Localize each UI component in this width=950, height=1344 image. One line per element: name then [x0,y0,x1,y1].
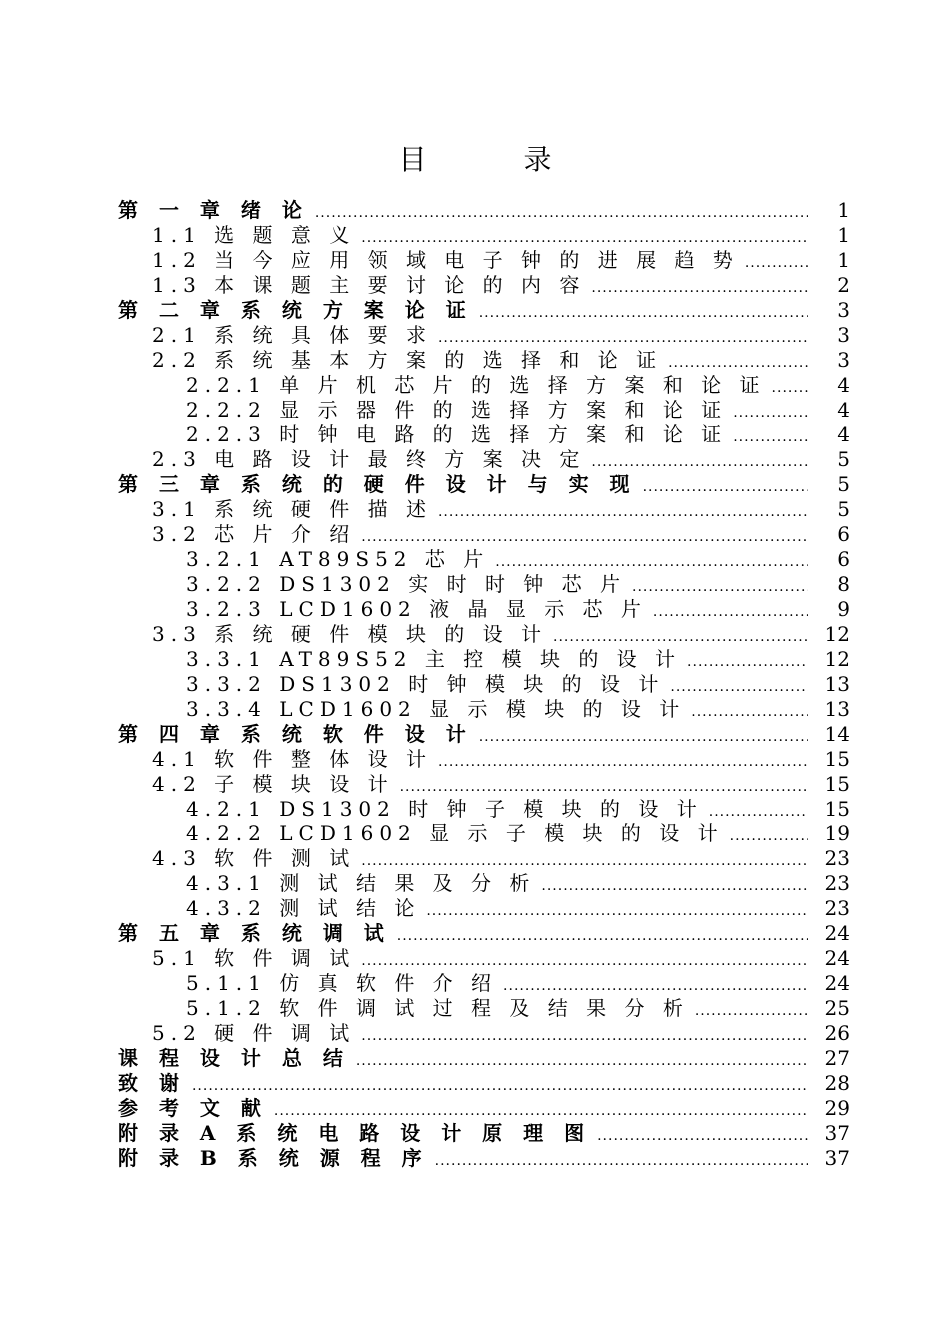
toc-entry [118,622,850,647]
toc-leader-dots [426,899,808,924]
toc-entry-page: 4 [837,422,850,447]
toc-entry-page: 12 [824,646,850,671]
toc-entry-label: 2.3 电 路 设 计 最 终 方 案 决 定 [152,447,586,472]
toc-entry [118,597,850,622]
toc-leader-dots [356,1049,808,1074]
toc-entry-page: 23 [824,846,850,871]
toc-entry [118,821,850,846]
toc-entry-label: 2.2 系 统 基 本 方 案 的 选 择 和 论 证 [152,347,663,372]
toc-entry [118,871,850,896]
toc-entry-label: 附 录 A 系 统 电 路 设 计 原 理 图 [118,1120,592,1145]
toc-entry [118,747,850,772]
toc-entry-page: 24 [824,921,850,946]
toc-entry [118,1071,850,1096]
toc-entry [118,398,850,423]
toc-leader-dots [632,575,808,600]
toc-entry-page: 3 [837,297,850,322]
toc-entry-label: 第 二 章 系 统 方 案 论 证 [118,297,473,322]
toc-entry-label: 3.2 芯 片 介 绍 [152,522,356,547]
toc-entry-label: 5.2 硬 件 调 试 [152,1020,356,1045]
toc-entry [118,547,850,572]
toc-entry [118,996,850,1021]
toc-entry [118,1021,850,1046]
toc-entry-page: 23 [824,896,850,921]
toc-entry [118,1121,850,1146]
toc-entry [118,946,850,971]
toc-leader-dots [438,750,808,775]
toc-entry-page: 6 [837,547,850,572]
toc-entry-label: 3.3.1 AT89S52 主 控 模 块 的 设 计 [186,646,682,671]
toc-title: 目 录 [398,143,596,176]
toc-entry-page: 13 [824,671,850,696]
toc-entry [118,373,850,398]
toc-leader-dots [597,1124,808,1149]
toc-entry-page: 26 [824,1020,850,1045]
toc-entry-label: 第 一 章 绪 论 [118,198,309,222]
toc-entry-page: 1 [837,198,850,222]
toc-leader-dots [541,874,808,899]
toc-entry-label: 4.3.1 测 试 结 果 及 分 析 [186,871,536,896]
toc-entry-page: 37 [824,1145,850,1170]
toc-leader-dots [397,924,808,949]
toc-entry-page: 15 [824,771,850,796]
toc-entry-page: 6 [837,522,850,547]
toc-entry-page: 4 [837,372,850,397]
toc-entry-label: 3.3 系 统 硬 件 模 块 的 设 计 [152,621,548,646]
toc-entry-page: 15 [824,796,850,821]
toc-entry-page: 5 [837,472,850,497]
toc-entry-page: 27 [824,1045,850,1070]
toc-entry [118,722,850,747]
toc-entry [118,647,850,672]
toc-entry-label: 4.3.2 测 试 结 论 [186,896,421,921]
toc-entry [118,797,850,822]
toc-entry [118,846,850,871]
toc-entry-page: 8 [837,572,850,597]
toc-leader-dots [438,500,808,525]
toc-leader-dots [479,725,808,750]
toc-leader-dots [709,800,808,825]
toc-entry [118,298,850,323]
toc-entry-label: 3.2.1 AT89S52 芯 片 [186,547,490,572]
toc-entry [118,522,850,547]
toc-entry-label: 3.3.2 DS1302 时 钟 模 块 的 设 计 [186,671,665,696]
toc-entry-page: 24 [824,971,850,996]
toc-entry-page: 29 [824,1095,850,1120]
toc-entry [118,1146,850,1171]
toc-entry-label: 附 录 B 系 统 源 程 序 [118,1145,429,1170]
toc-entry-label: 第 五 章 系 统 调 试 [118,921,391,946]
toc-entry-page: 25 [824,996,850,1020]
toc-entry [118,273,850,298]
toc-entry [118,772,850,797]
toc-entry-page: 14 [824,721,850,746]
toc-leader-dots [730,824,808,849]
toc-entry-label: 4.2.1 DS1302 时 钟 子 模 块 的 设 计 [186,796,703,821]
toc-entry [118,348,850,373]
toc-entry-page: 9 [837,597,850,621]
toc-entry-label: 第 三 章 系 统 的 硬 件 设 计 与 实 现 [118,472,637,497]
toc-entry-page: 15 [824,746,850,771]
toc-entry-label: 4.1 软 件 整 体 设 计 [152,746,432,771]
toc-entry-page: 24 [824,946,850,971]
toc-entry-label: 5.1.1 仿 真 软 件 介 绍 [186,971,498,996]
toc-entry-label: 第 四 章 系 统 软 件 设 计 [118,721,473,746]
toc-entry-page: 1 [837,222,850,247]
toc-leader-dots [192,1074,808,1099]
toc-leader-dots [435,1149,808,1174]
toc-entry-label: 3.2.2 DS1302 实 时 时 钟 芯 片 [186,572,627,597]
toc-entry [118,572,850,597]
toc-leader-dots [691,700,808,725]
toc-entry-page: 12 [824,621,850,646]
toc-entry-label: 2.2.3 时 钟 电 路 的 选 择 方 案 和 论 证 [186,422,728,447]
toc-entry [118,422,850,447]
toc-entry [118,323,850,348]
toc-leader-dots [733,425,808,450]
toc-entry-page: 28 [824,1070,850,1095]
toc-entry-label: 1.2 当 今 应 用 领 域 电 子 钟 的 进 展 趋 势 [152,247,739,272]
toc-entry-page: 5 [837,497,850,522]
toc-entry-label: 1.3 本 课 题 主 要 讨 论 的 内 容 [152,272,586,297]
toc-entry-label: 参 考 文 献 [118,1095,268,1120]
toc-entry-page: 2 [837,272,850,297]
toc-leader-dots [733,401,808,426]
toc-entry-page: 5 [837,447,850,472]
toc-entry-label: 课 程 设 计 总 结 [118,1045,350,1070]
toc-entry-label: 3.1 系 统 硬 件 描 述 [152,497,432,522]
toc-leader-dots [591,276,808,301]
toc-leader-dots [670,675,808,700]
toc-entry [118,198,850,223]
toc-entry-page: 3 [837,322,850,347]
toc-entry [118,497,850,522]
toc-entry-label: 2.2.1 单 片 机 芯 片 的 选 择 方 案 和 论 证 [186,372,766,397]
toc-leader-dots [479,301,808,326]
toc-entry-page: 13 [824,696,850,721]
toc-entry-label: 致 谢 [118,1070,186,1095]
toc-leader-dots [643,475,808,500]
toc-entry-page: 4 [837,397,850,422]
toc-entry-page: 23 [824,871,850,896]
toc-leader-dots [687,650,808,675]
toc-entry [118,697,850,722]
toc-entry-page: 1 [837,247,850,272]
toc-leader-dots [315,201,808,226]
toc-entry-label: 5.1.2 软 件 调 试 过 程 及 结 果 分 析 [186,996,689,1020]
toc-entry [118,472,850,497]
toc-entry-page: 37 [824,1120,850,1145]
toc-entry [118,1046,850,1071]
toc-entry-label: 4.3 软 件 测 试 [152,846,356,871]
toc-entry [118,223,850,248]
toc-entry-label: 1.1 选 题 意 义 [152,222,356,247]
toc-entry-label: 3.2.3 LCD1602 液 晶 显 示 芯 片 [186,597,647,621]
toc-entry-page: 3 [837,347,850,372]
toc-entry-label: 2.2.2 显 示 器 件 的 选 择 方 案 和 论 证 [186,397,728,422]
toc-leader-dots [653,600,808,625]
toc-entry-label: 5.1 软 件 调 试 [152,946,356,971]
toc-leader-dots [772,376,808,401]
table-of-contents [118,198,850,1171]
toc-entry-label: 4.2.2 LCD1602 显 示 子 模 块 的 设 计 [186,821,724,846]
toc-entry [118,921,850,946]
toc-entry-page: 19 [824,821,850,846]
toc-entry-label: 3.3.4 LCD1602 显 示 模 块 的 设 计 [186,696,686,721]
toc-entry [118,971,850,996]
toc-leader-dots [745,251,808,276]
toc-entry [118,248,850,273]
toc-leader-dots [361,1024,808,1049]
toc-entry [118,447,850,472]
toc-entry [118,672,850,697]
toc-entry [118,1096,850,1121]
toc-entry-label: 4.2 子 模 块 设 计 [152,771,394,796]
toc-entry [118,896,850,921]
toc-entry-label: 2.1 系 统 具 体 要 求 [152,322,432,347]
toc-leader-dots [695,999,808,1024]
